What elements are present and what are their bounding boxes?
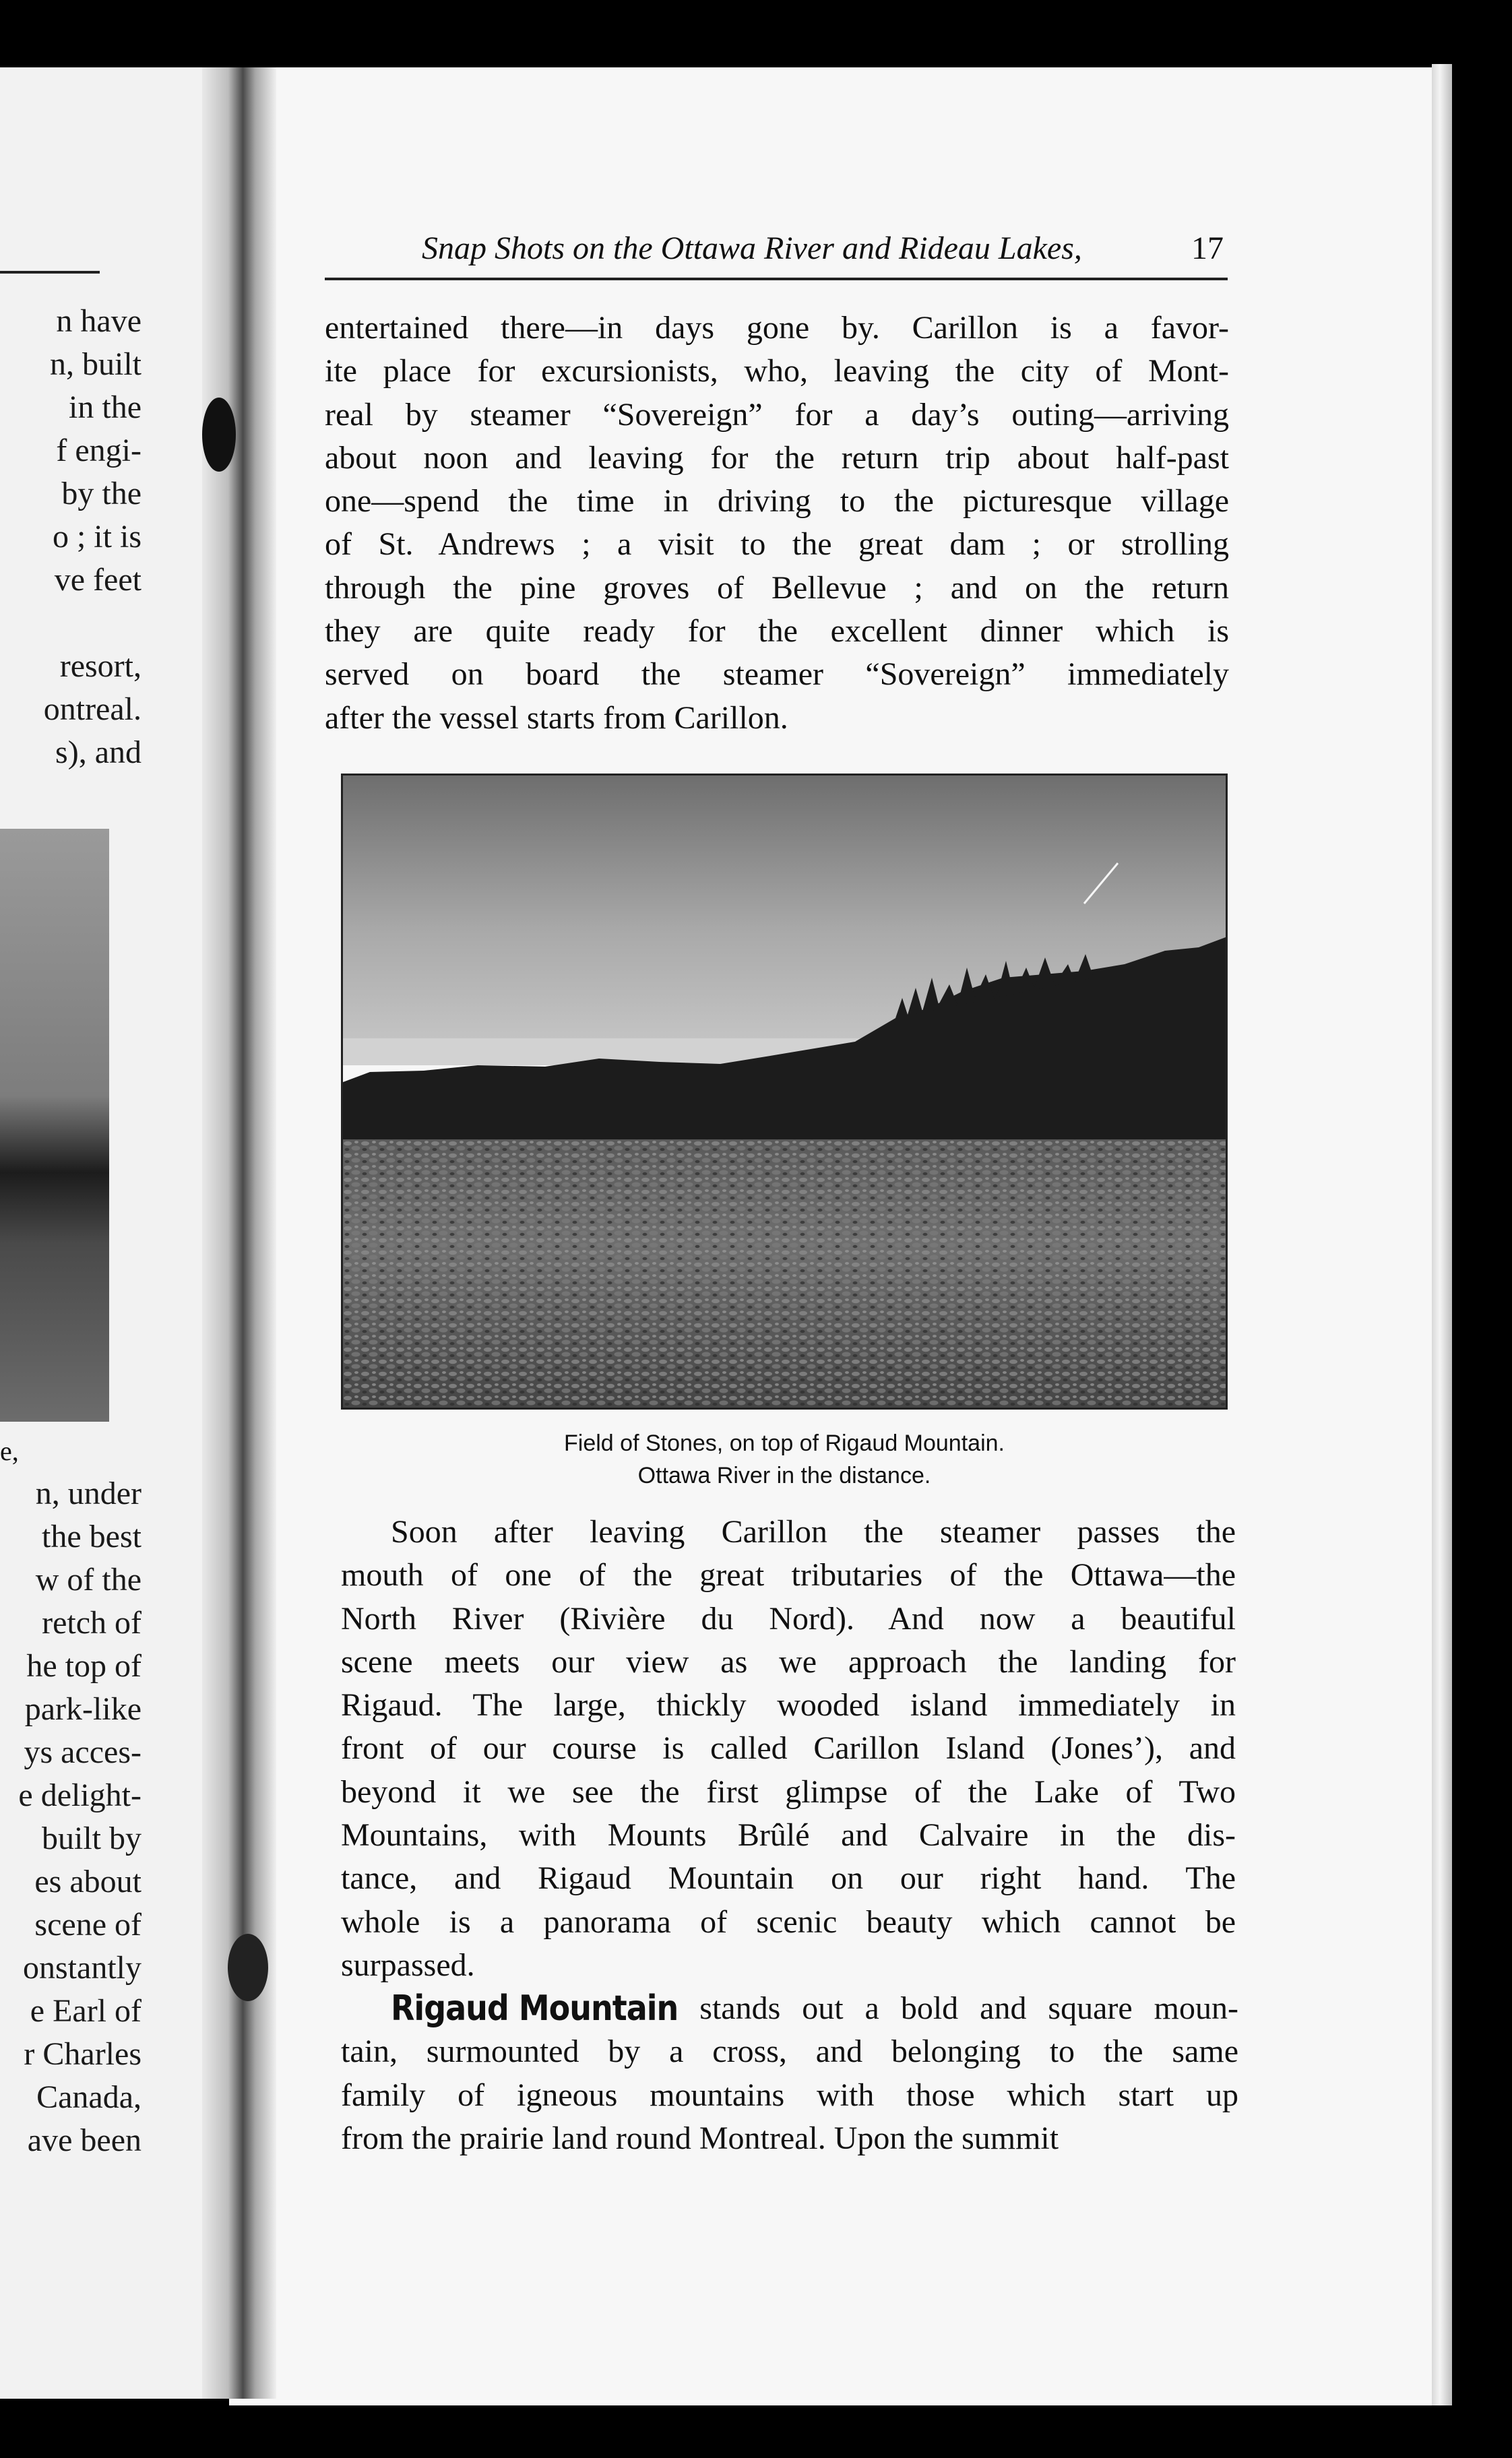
left-line: ontreal. xyxy=(43,691,141,727)
left-line: n, built xyxy=(49,346,141,382)
left-line: s), and xyxy=(55,734,141,770)
text-line: from the prairie land round Montreal. Upon the summit xyxy=(341,2120,1059,2156)
left-line: the best xyxy=(42,1519,141,1554)
left-line: he top of xyxy=(26,1648,141,1684)
text-line: they are quite ready for the excellent dinner which is xyxy=(325,613,1229,650)
left-page-photo-fragment xyxy=(0,829,109,1422)
left-line: by the xyxy=(61,476,141,511)
left-line xyxy=(0,602,202,645)
left-line: scene of xyxy=(34,1907,141,1943)
left-line: ys acces- xyxy=(24,1734,141,1770)
left-line: park-like xyxy=(24,1691,141,1727)
page-number: 17 xyxy=(1191,230,1224,266)
text-line: ite place for excursionists, who, leaving the city of Mont- xyxy=(325,353,1229,389)
left-line: es about xyxy=(34,1864,141,1899)
left-facing-page xyxy=(0,67,202,2399)
text-line: tain, surmounted by a cross, and belonging to the same xyxy=(341,2034,1238,2070)
left-line: n, under xyxy=(35,1476,141,1511)
left-line: o ; it is xyxy=(52,519,141,555)
text-line: mouth of one of the great tributaries of the Ottawa—the xyxy=(341,1557,1236,1594)
text-line: North River (Rivière du Nord). And now a beautiful xyxy=(341,1600,1236,1637)
left-line: built by xyxy=(41,1821,141,1856)
binding-mark xyxy=(228,1934,268,2001)
left-line: r Charles xyxy=(24,2036,141,2072)
left-line: e Earl of xyxy=(30,1993,141,2029)
left-line: f engi- xyxy=(56,433,141,468)
text-line: served on board the steamer “Sovereign” immediately xyxy=(325,656,1229,693)
text-run: stands out a bold and square moun- xyxy=(699,1990,1239,2026)
text-line: of St. Andrews ; a visit to the great dam ; or strolling xyxy=(325,526,1229,563)
paragraph-north-river xyxy=(341,1511,1236,1987)
photo-stones-texture xyxy=(343,1139,1226,1408)
left-line: w of the xyxy=(35,1562,141,1598)
text-line: tance, and Rigaud Mountain on our right hand. The xyxy=(341,1860,1236,1897)
left-line: in the xyxy=(69,389,141,425)
caption-line: Field of Stones, on top of Rigaud Mountain. xyxy=(564,1430,1005,1456)
header-rule xyxy=(325,278,1228,280)
page-edge xyxy=(1432,64,1452,2405)
running-head-title: Snap Shots on the Ottawa River and Rideau Lakes, xyxy=(422,230,1082,266)
text-line: one—spend the time in driving to the picturesque village xyxy=(325,483,1229,519)
left-page-caption-fragment: e, xyxy=(0,1436,19,1466)
left-line: resort, xyxy=(59,648,141,684)
left-line: ave been xyxy=(27,2122,141,2158)
paragraph-carillon xyxy=(325,307,1229,740)
left-line: n have xyxy=(56,303,141,339)
text-line: beyond it we see the first glimpse of the Lake of Two xyxy=(341,1773,1236,1810)
section-heading: Rigaud Mountain xyxy=(391,1987,679,2029)
text-line: whole is a panorama of scenic beauty which cannot be xyxy=(341,1903,1236,1940)
text-line: surpassed. xyxy=(341,1947,475,1983)
left-line: e delight- xyxy=(18,1777,141,1813)
left-line: ve feet xyxy=(54,562,141,598)
binding-mark xyxy=(202,398,236,472)
left-page-text-top xyxy=(0,300,202,774)
running-head xyxy=(422,225,1224,272)
caption-line: Ottawa River in the distance. xyxy=(637,1463,931,1488)
text-line: scene meets our view as we approach the landing for xyxy=(341,1643,1236,1680)
photo-caption xyxy=(341,1427,1228,1492)
left-page-rule xyxy=(0,271,100,274)
text-line: Rigaud. The large, thickly wooded island immediately in xyxy=(341,1687,1236,1724)
text-line: Mountains, with Mounts Brûlé and Calvaire in the dis- xyxy=(341,1817,1236,1854)
left-line: retch of xyxy=(42,1605,141,1641)
photo-illustration xyxy=(343,776,1226,1408)
text-line: after the vessel starts from Carillon. xyxy=(325,699,788,736)
left-page-text-bottom xyxy=(0,1472,202,2162)
text-line: about noon and leaving for the return trip about half-past xyxy=(325,439,1229,476)
text-line: family of igneous mountains with those which start up xyxy=(341,2077,1238,2113)
text-line: entertained there—in days gone by. Carillon is a favor- xyxy=(325,310,1229,346)
left-line: Canada, xyxy=(36,2079,141,2115)
text-line-first xyxy=(341,1986,1238,2030)
photo-field-of-stones xyxy=(341,774,1228,1410)
text-line: front of our course is called Carillon Island (Jones’), and xyxy=(341,1730,1236,1767)
left-line: onstantly xyxy=(23,1950,141,1986)
text-line: Soon after leaving Carillon the steamer passes the xyxy=(391,1514,1236,1550)
text-line: through the pine groves of Bellevue ; and on the return xyxy=(325,569,1229,606)
text-line: real by steamer “Sovereign” for a day’s outing—arriving xyxy=(325,396,1229,433)
paragraph-rigaud-mountain xyxy=(341,1986,1238,2160)
